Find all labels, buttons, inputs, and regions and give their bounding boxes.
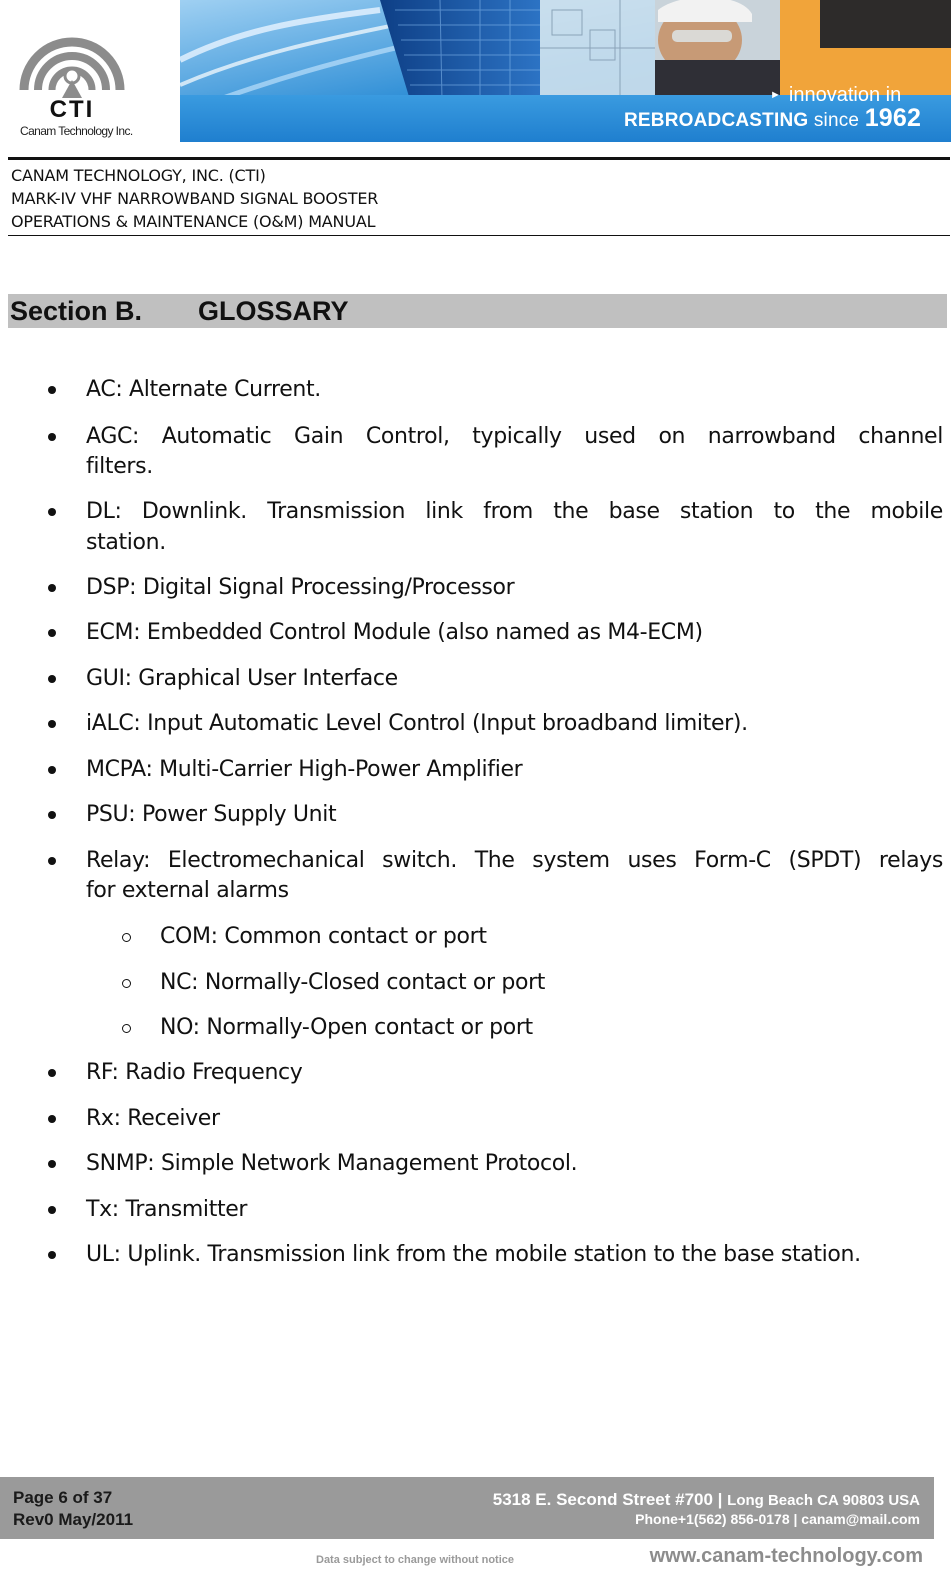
footer-bar <box>0 1477 934 1539</box>
sub-bullet-icon <box>122 1024 131 1033</box>
bullet-icon <box>48 1069 56 1077</box>
tagline-year: 1962 <box>864 104 922 132</box>
glossary-item-agc: AGC: Automatic Gain Control, typically used on narrowband channel <box>86 424 943 449</box>
section-title-bar <box>8 294 947 328</box>
glossary-item-mcpa: MCPA: Multi-Carrier High-Power Amplifier <box>86 757 523 782</box>
bullet-icon <box>48 433 56 441</box>
glossary-item-ialc: iALC: Input Automatic Level Control (Input broadband limiter). <box>86 711 748 736</box>
section-number: Section B. <box>10 296 143 326</box>
bullet-icon <box>48 508 56 516</box>
glossary-item-rx: Rx: Receiver <box>86 1106 220 1131</box>
address-street: 5318 E. Second Street #700 | <box>492 1490 723 1509</box>
bullet-icon <box>48 1115 56 1123</box>
glossary-item-agc-cont: filters. <box>86 454 153 479</box>
glossary-item-relay: Relay: Electromechanical switch. The system uses Form-C (SPDT) relays <box>86 848 943 873</box>
company-contact: Phone+1(562) 856-0178 | canam@mail.com <box>635 1511 920 1527</box>
sub-bullet-icon <box>122 979 131 988</box>
tagline-since: since <box>813 110 860 131</box>
website-link[interactable]: www.canam-technology.com <box>649 1545 923 1567</box>
bullet-icon <box>48 584 56 592</box>
glossary-item-psu: PSU: Power Supply Unit <box>86 802 337 827</box>
bullet-icon <box>48 1206 56 1214</box>
bullet-icon <box>48 1160 56 1168</box>
page-number: Page 6 of 37 <box>13 1488 113 1507</box>
header-manual: OPERATIONS & MAINTENANCE (O&M) MANUAL <box>11 212 376 231</box>
glossary-item-snmp: SNMP: Simple Network Management Protocol. <box>86 1151 578 1176</box>
header-company: CANAM TECHNOLOGY, INC. (CTI) <box>11 166 266 185</box>
bullet-icon <box>48 811 56 819</box>
bullet-icon <box>48 1251 56 1259</box>
glossary-item-gui: GUI: Graphical User Interface <box>86 666 398 691</box>
tagline-word: REBROADCASTING <box>624 110 809 131</box>
change-notice: Data subject to change without notice <box>316 1554 515 1566</box>
section-title: GLOSSARY <box>198 296 349 326</box>
relay-sub-nc: NC: Normally-Closed contact or port <box>160 970 546 995</box>
revision: Rev0 May/2011 <box>13 1510 134 1529</box>
bullet-icon <box>48 675 56 683</box>
tagline-rebroadcasting <box>624 104 921 133</box>
glossary-item-dl: DL: Downlink. Transmission link from the base station to the mobile <box>86 499 943 524</box>
glossary-item-relay-cont: for external alarms <box>86 878 289 903</box>
glossary-item-ul: UL: Uplink. Transmission link from the mobile station to the base station. <box>86 1242 861 1267</box>
logo-caption: Canam Technology Inc. <box>20 124 133 138</box>
document-header <box>8 157 950 236</box>
sub-bullet-icon <box>122 933 131 942</box>
glossary-item-dl-cont: station. <box>86 530 166 555</box>
bullet-icon <box>48 629 56 637</box>
bullet-icon <box>48 720 56 728</box>
company-address <box>493 1490 920 1510</box>
glossary-item-ecm: ECM: Embedded Control Module (also named as M4-ECM) <box>86 620 703 645</box>
svg-text:CTI: CTI <box>49 96 95 123</box>
bullet-icon <box>48 766 56 774</box>
relay-sub-no: NO: Normally-Open contact or port <box>160 1015 533 1040</box>
glossary-item-ac: AC: Alternate Current. <box>86 377 321 402</box>
glossary-item-rf: RF: Radio Frequency <box>86 1060 303 1085</box>
header-product: MARK-IV VHF NARROWBAND SIGNAL BOOSTER <box>11 189 379 208</box>
bullet-icon <box>48 386 56 394</box>
bullet-icon <box>48 857 56 865</box>
relay-sub-com: COM: Common contact or port <box>160 924 487 949</box>
play-arrow-icon: ► <box>770 89 781 101</box>
glossary-item-tx: Tx: Transmitter <box>86 1197 248 1222</box>
header-banner <box>0 0 951 142</box>
address-city: Long Beach CA 90803 USA <box>727 1492 920 1509</box>
glossary-item-dsp: DSP: Digital Signal Processing/Processor <box>86 575 515 600</box>
tagline-line1: innovation in <box>788 84 902 106</box>
